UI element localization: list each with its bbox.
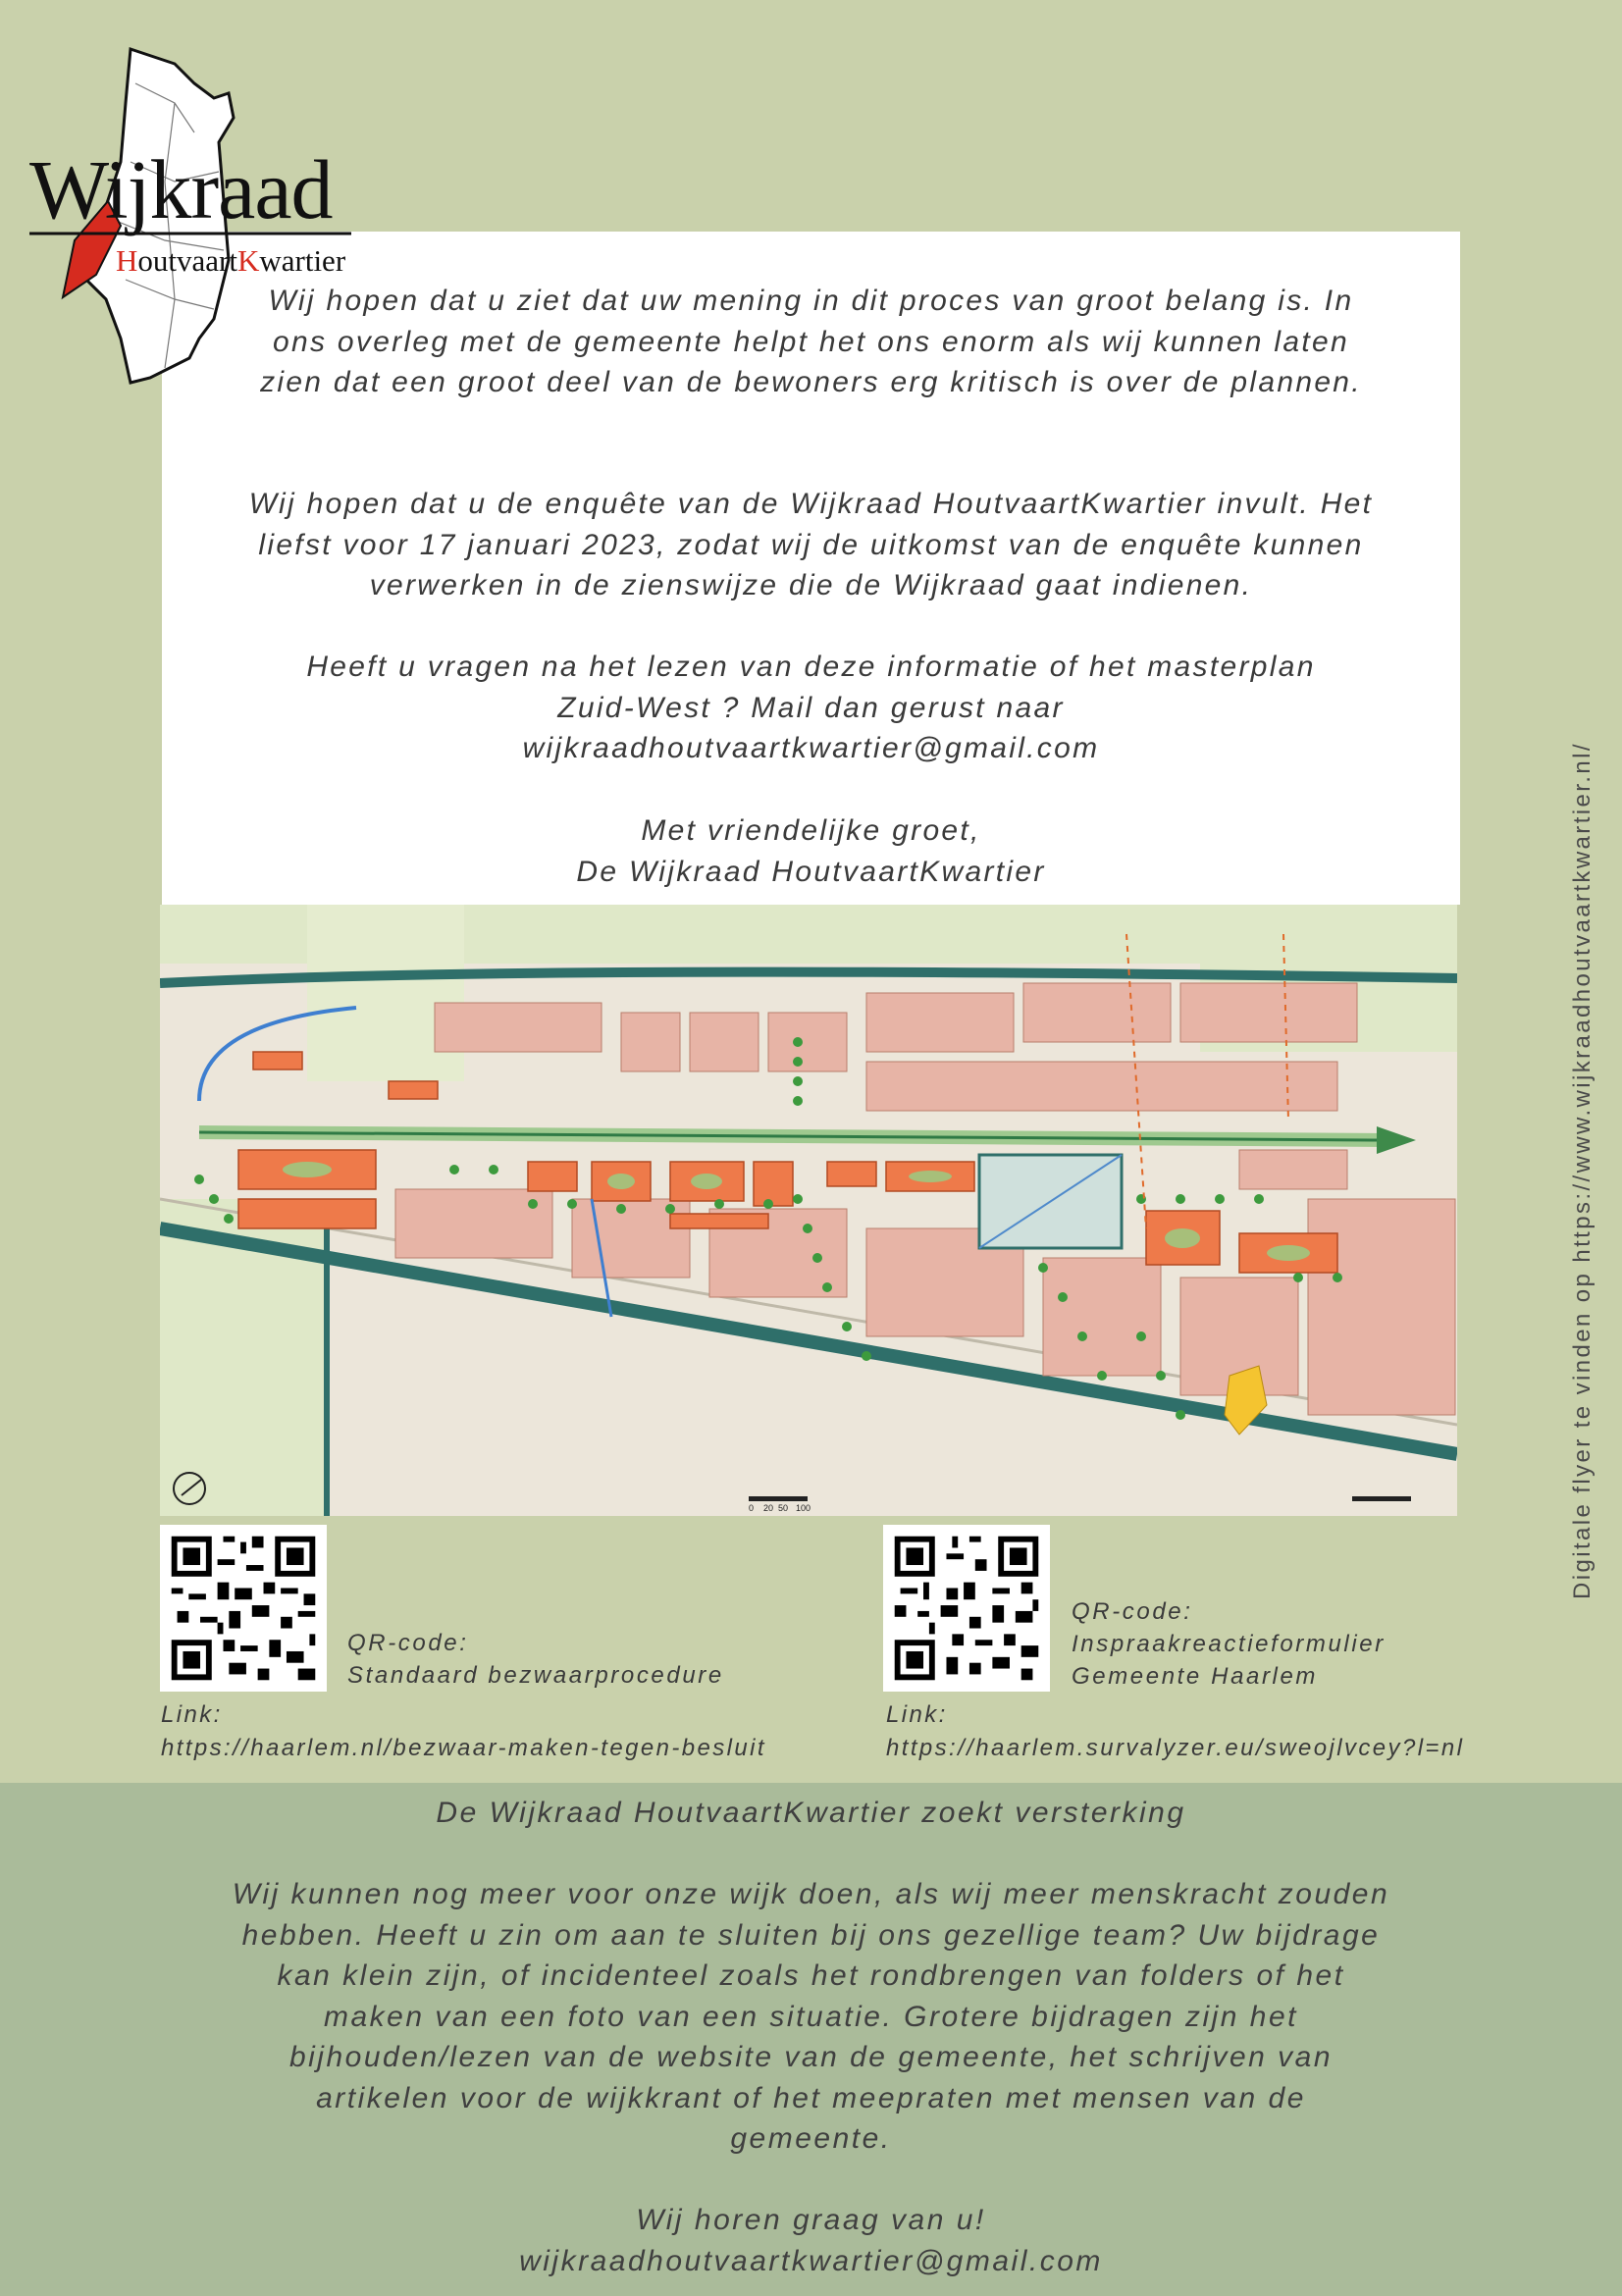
- qr-caption-left: QR-code: Standaard bezwaarprocedure: [347, 1630, 724, 1689]
- band-body: Wij kunnen nog meer voor onze wijk doen, als wij meer menskracht zouden hebben. Heeft u zin om aan te sluiten bij ons gezellige team? Uw bijdrage kan klein zijn, of incidenteel zoals het rondbrengen van folders of het maken van een foto van een situatie. Grotere bijdragen zijn het bijhouden/lezen van de website van de gemeente, het schrijven van artikelen voor de wijkkrant of het meepraten met mensen van de gemeente.: [232, 1878, 1390, 2155]
- link-bezwaar-url[interactable]: https://haarlem.nl/bezwaar-maken-tegen-besluit: [161, 1735, 766, 1761]
- link-left: Link: https://haarlem.nl/bezwaar-maken-tegen-besluit: [161, 1698, 766, 1765]
- band-heading: De Wijkraad HoutvaartKwartier zoekt versterking: [436, 1797, 1186, 1829]
- qr-code-icon: [160, 1525, 327, 1692]
- masterplan-map-image: [160, 905, 1457, 1516]
- link-inspraak-url[interactable]: https://haarlem.survalyzer.eu/sweojlvcey?l=nl: [886, 1735, 1465, 1761]
- band-closing: Wij horen graag van u! wijkraadhoutvaartkwartier@gmail.com: [0, 2200, 1622, 2281]
- scale-label-100: 100: [796, 1503, 811, 1513]
- wijkraad-logo: [27, 44, 361, 392]
- qr-code-bezwaarprocedure[interactable]: [160, 1525, 327, 1692]
- logo-title: Wijkraad: [29, 142, 333, 236]
- qr-code-icon: [883, 1525, 1050, 1692]
- qr-code-inspraakreactieformulier[interactable]: [883, 1525, 1050, 1692]
- scale-label-0: 0: [749, 1503, 755, 1513]
- letter-paragraph-3: Heeft u vragen na het lezen van deze informatie of het masterplan Zuid-West ? Mail dan gerust naar wijkraadhoutvaartkwartier@gmail.com: [306, 651, 1316, 764]
- scale-label-20: 20: [763, 1503, 774, 1513]
- logo-subtitle: HoutvaartKwartier: [116, 243, 346, 278]
- letter-paragraph-2: Wij hopen dat u de enquête van de Wijkraad HoutvaartKwartier invult. Het liefst voor 17 januari 2023, zodat wij de uitkomst van de enquête kunnen verwerken in de zienswijze die de Wijkraad gaat indienen.: [248, 488, 1374, 601]
- link-right: Link: https://haarlem.survalyzer.eu/sweojlvcey?l=nl: [886, 1698, 1464, 1765]
- band-email[interactable]: wijkraadhoutvaartkwartier@gmail.com: [519, 2244, 1103, 2277]
- recruitment-band: [0, 1783, 1622, 2296]
- letter-closing: Met vriendelijke groet, De Wijkraad HoutvaartKwartier: [576, 814, 1046, 888]
- letter-paragraph-1: Wij hopen dat u ziet dat uw mening in dit proces van groot belang is. In ons overleg met de gemeente helpt het ons enorm als wij kunnen laten zien dat een groot deel van de bewoners erg kritisch is over de plannen.: [260, 285, 1362, 398]
- side-digital-flyer-note: Digitale flyer te vinden op https://www.wijkraadhoutvaartkwartier.nl/: [1569, 742, 1596, 1599]
- scale-label-50: 50: [778, 1503, 789, 1513]
- qr-caption-right: QR-code: Inspraakreactieformulier Gemeente Haarlem: [1072, 1598, 1386, 1690]
- masterplan-map: [160, 905, 1457, 1516]
